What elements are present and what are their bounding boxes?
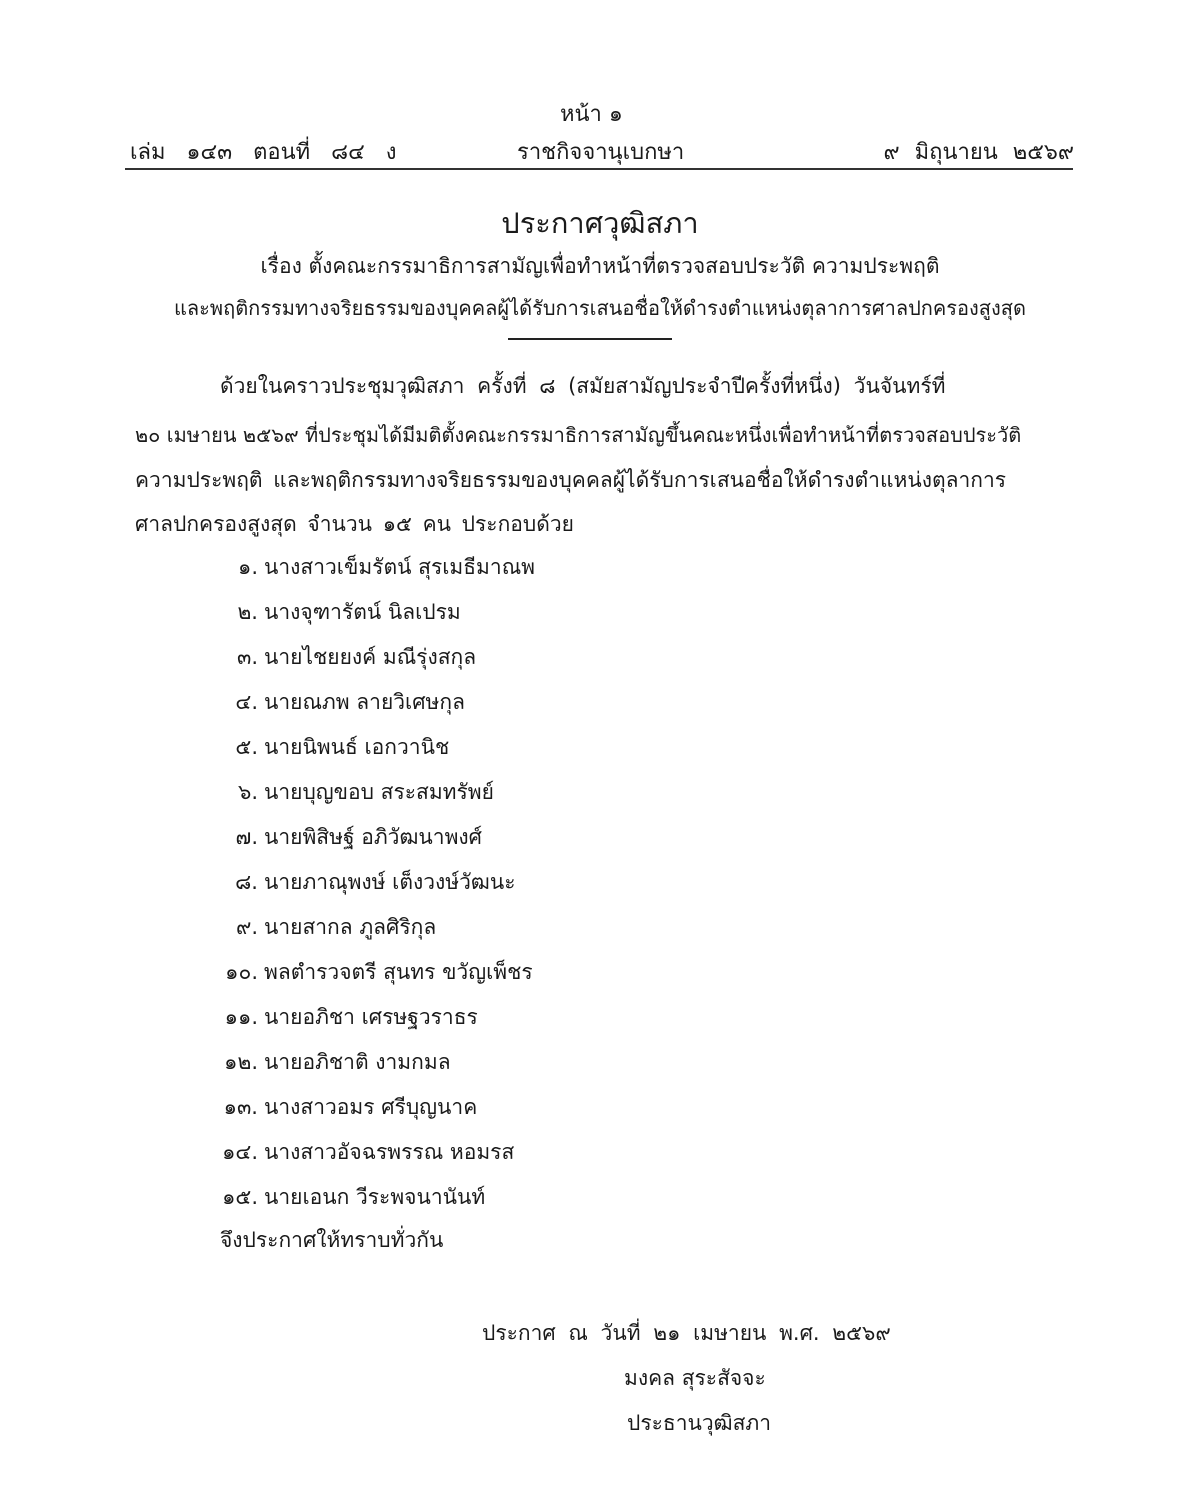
body-line-3: ความประพฤติ และพฤติกรรมทางจริยธรรมของบุคคลผู้ได้รับการเสนอชื่อให้ดำรงตำแหน่งตุลาการ (135, 468, 1007, 492)
signatory-name: มงคล สุระสัจจะ (624, 1366, 766, 1390)
body-line-4: ศาลปกครองสูงสุด จำนวน ๑๕ คน ประกอบด้วย (135, 512, 574, 536)
closing-statement: จึงประกาศให้ทราบทั่วกัน (220, 1228, 444, 1252)
body-line-2: ๒๐ เมษายน ๒๕๖๙ ที่ประชุมได้มีมติตั้งคณะกรรมาธิการสามัญขึ้นคณะหนึ่งเพื่อทำหน้าที่ตรวจสอบประวัติ (135, 423, 1022, 447)
announcement-subject-line1: เรื่อง ตั้งคณะกรรมาธิการสามัญเพื่อทำหน้าที่ตรวจสอบประวัติ ความประพฤติ (260, 254, 940, 278)
publication-date: ๙ มิถุนายน ๒๕๖๙ (883, 140, 1074, 165)
header-rule (125, 168, 1073, 170)
list-item: ๑๓. นางสาวอมร ศรีบุญนาค (223, 1095, 478, 1119)
title-underline (508, 338, 672, 340)
list-item: ๑. นางสาวเข็มรัตน์ สุรเมธีมาณพ (237, 555, 536, 579)
list-item: ๒. นางจุฑารัตน์ นิลเปรม (237, 600, 461, 624)
list-item: ๙. นายสากล ภูลศิริกุล (235, 915, 437, 939)
list-item: ๗. นายพิสิษฐ์ อภิวัฒนาพงศ์ (235, 825, 483, 849)
member-list (200, 550, 535, 1225)
volume-issue: เล่ม ๑๔๓ ตอนที่ ๘๔ ง (130, 140, 397, 165)
list-item: ๖. นายบุญขอบ สระสมทรัพย์ (237, 780, 494, 804)
signature-date: ประกาศ ณ วันที่ ๒๑ เมษายน พ.ศ. ๒๕๖๙ (482, 1321, 891, 1345)
announcement-title: ประกาศวุฒิสภา (501, 206, 699, 240)
list-item: ๔. นายณภพ ลายวิเศษกุล (235, 690, 465, 714)
list-item: ๓. นายไชยยงค์ มณีรุ่งสกุล (236, 645, 477, 669)
list-item: ๑๐. พลตำรวจตรี สุนทร ขวัญเพ็ชร (225, 960, 533, 984)
body-line-1: ด้วยในคราวประชุมวุฒิสภา ครั้งที่ ๘ (สมัยสามัญประจำปีครั้งที่หนึ่ง) วันจันทร์ที่ (220, 374, 946, 398)
signatory-position: ประธานวุฒิสภา (627, 1411, 772, 1435)
page-number: หน้า ๑ (560, 102, 623, 127)
announcement-subject-line2: และพฤติกรรมทางจริยธรรมของบุคคลผู้ได้รับการเสนอชื่อให้ดำรงตำแหน่งตุลาการศาลปกครองสูงสุด (174, 296, 1026, 320)
list-item: ๕. นายนิพนธ์ เอกวานิช (235, 735, 450, 759)
list-item: ๑๑. นายอภิชา เศรษฐวราธร (224, 1005, 478, 1029)
list-item: ๑๔. นางสาวอัจฉรพรรณ หอมรส (222, 1140, 515, 1164)
list-item: ๑๒. นายอภิชาติ งามกมล (224, 1050, 451, 1074)
list-item: ๘. นายภาณุพงษ์ เต็งวงษ์วัฒนะ (235, 870, 516, 894)
list-item: ๑๕. นายเอนก วีระพจนานันท์ (222, 1185, 486, 1209)
gazette-name: ราชกิจจานุเบกษา (517, 140, 685, 165)
